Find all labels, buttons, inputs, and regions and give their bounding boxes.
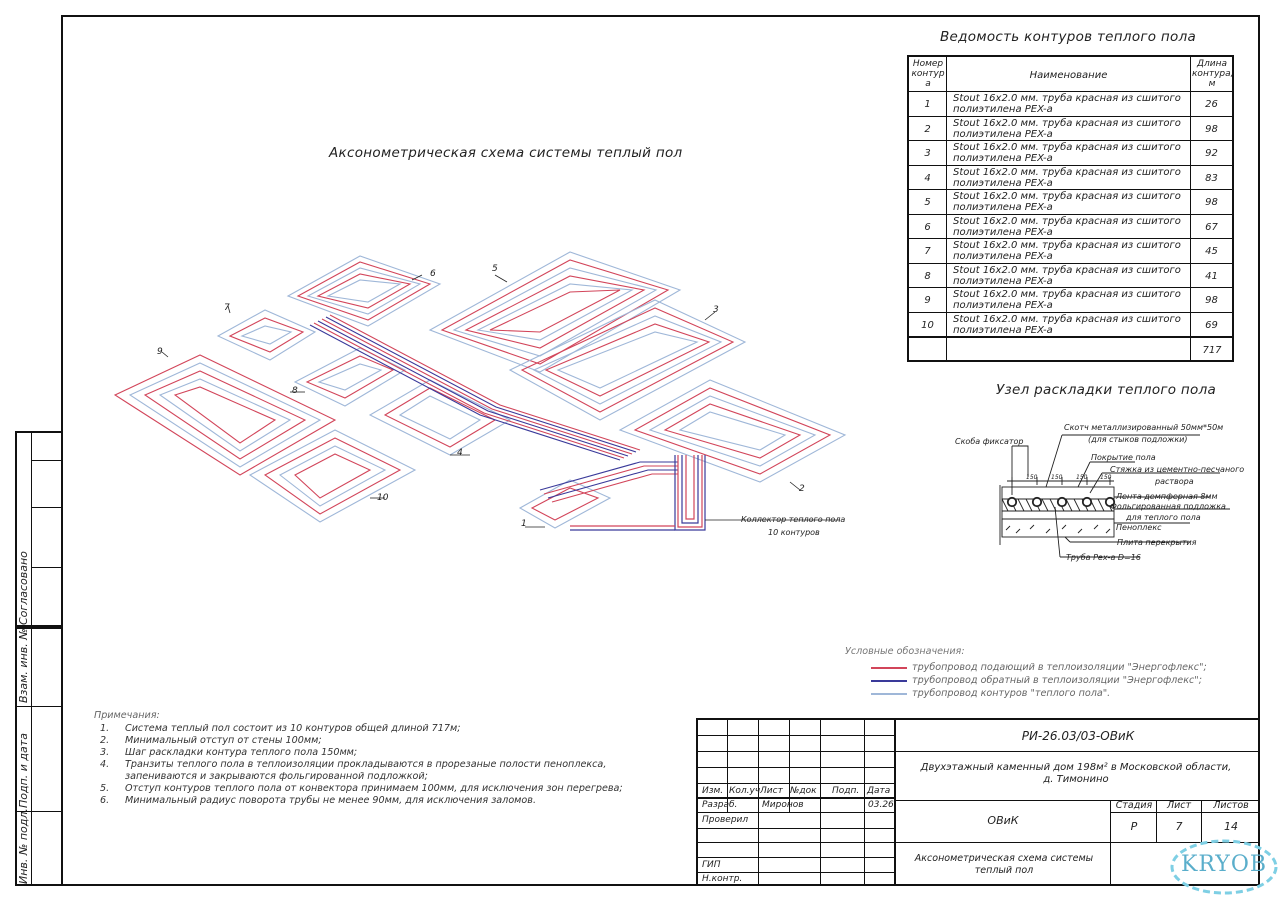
sheet-value: 7 bbox=[1175, 820, 1183, 833]
node-folga-2: для теплого пола bbox=[1126, 513, 1201, 522]
table-cell-length: 92 bbox=[1205, 148, 1218, 159]
contour-label-10: 10 bbox=[377, 493, 389, 503]
contour-8-loop bbox=[295, 348, 405, 406]
contour-label-6: 6 bbox=[430, 269, 436, 279]
contour-9-loop bbox=[115, 355, 335, 475]
table-cell-num: 10 bbox=[921, 319, 934, 331]
note-number: 3. bbox=[100, 747, 110, 758]
node-title: Узел раскладки теплого пола bbox=[996, 382, 1217, 398]
note-number: 1. bbox=[100, 723, 110, 734]
legend-item-label: трубопровод обратный в теплоизоляции "Энергофлекс"; bbox=[912, 675, 1202, 686]
table-row-divider bbox=[909, 140, 1232, 141]
table-cell-name: Stout 16x2.0 мм. труба красная из сшитого полиэтилена PEX-a bbox=[953, 142, 1181, 164]
contour-3-loop bbox=[510, 300, 745, 420]
node-truba: Труба Pex-a D=16 bbox=[1066, 553, 1141, 562]
watermark-logo bbox=[1170, 838, 1278, 896]
contour-6-loop bbox=[288, 256, 440, 326]
section-name: ОВиК bbox=[987, 814, 1019, 827]
node-scotch-2: (для стыков подложки) bbox=[1088, 435, 1188, 444]
table-total: 717 bbox=[1202, 345, 1222, 356]
note-text: Отступ контуров теплого пола от конвектора принимаем 100мм, для исключения зон перегрева; bbox=[125, 783, 623, 794]
table-cell-num: 7 bbox=[924, 246, 931, 257]
contour-label-8: 8 bbox=[292, 386, 298, 396]
table-cell-length: 98 bbox=[1205, 197, 1218, 208]
table-cell-num: 6 bbox=[924, 221, 931, 233]
contour-label-9: 9 bbox=[157, 347, 163, 357]
table-cell-num: 4 bbox=[924, 172, 931, 184]
inv-podl-label: Инв. № подл. bbox=[17, 808, 30, 884]
node-pokrytie: Покрытие пола bbox=[1091, 453, 1156, 462]
hdr-list: Лист bbox=[760, 786, 783, 796]
table-row-divider bbox=[909, 165, 1232, 166]
node-styazhka: Стяжка из цементно-песчаного bbox=[1110, 465, 1245, 474]
axonometric-diagram bbox=[100, 230, 880, 560]
stage-value: Р bbox=[1130, 820, 1138, 833]
role-proveril: Проверил bbox=[702, 815, 749, 825]
table-cell-length: 83 bbox=[1205, 172, 1218, 184]
table-row-divider bbox=[909, 312, 1232, 313]
node-dim-3: 150 bbox=[1076, 474, 1088, 481]
contours-table bbox=[907, 55, 1234, 362]
hdr-izm: Изм. bbox=[702, 786, 724, 796]
header-name: Наименование bbox=[1029, 70, 1108, 81]
collector-label: Коллектор теплого пола bbox=[741, 515, 846, 524]
legend-title: Условные обозначения: bbox=[845, 646, 965, 657]
header-num: Номер контур а bbox=[911, 59, 945, 89]
transit-pipes bbox=[310, 315, 678, 502]
contour-1-loop bbox=[520, 480, 610, 528]
watermark-text: KRYOB bbox=[1180, 852, 1268, 877]
table-cell-length: 67 bbox=[1205, 221, 1218, 233]
node-scotch: Скотч металлизированный 50мм*50м bbox=[1064, 423, 1224, 432]
object-name: Двухэтажный каменный дом 198м² в Московской области, д. Тимонино bbox=[920, 762, 1232, 785]
contour-label-4: 4 bbox=[457, 448, 463, 458]
contour-7-loop bbox=[218, 310, 315, 360]
table-cell-name: Stout 16x2.0 мм. труба красная из сшитого полиэтилена PEX-a bbox=[953, 289, 1181, 311]
collector-box bbox=[570, 455, 705, 530]
table-cell-length: 98 bbox=[1205, 295, 1218, 306]
table-cell-name: Stout 16x2.0 мм. труба красная из сшитого полиэтилена PEX-a bbox=[953, 215, 1181, 238]
vzam-inv-label: Взам. инв. № bbox=[17, 628, 30, 703]
table-cell-length: 98 bbox=[1205, 123, 1218, 135]
contour-label-2: 2 bbox=[799, 484, 805, 494]
legend-swatch bbox=[871, 667, 907, 669]
schema-title: Аксонометрическая схема системы теплый пол bbox=[329, 145, 683, 161]
table-cell-num: 1 bbox=[924, 99, 931, 110]
table-cell-num: 8 bbox=[924, 270, 931, 282]
note-number: 4. bbox=[100, 759, 110, 770]
contour-label-1: 1 bbox=[521, 519, 527, 529]
table-cell-num: 3 bbox=[924, 148, 931, 159]
table-cell-name: Stout 16x2.0 мм. труба красная из сшитого полиэтилена PEX-a bbox=[953, 313, 1181, 336]
table-cell-length: 69 bbox=[1205, 319, 1218, 331]
hdr-ndok: №док bbox=[790, 786, 817, 796]
node-dim-1: 150 bbox=[1026, 474, 1038, 481]
node-lenta: Лента демпферная 8мм bbox=[1116, 492, 1218, 501]
contour-5-loop bbox=[430, 252, 680, 372]
node-dim-2: 150 bbox=[1051, 474, 1063, 481]
sheets-header: Листов bbox=[1213, 800, 1249, 811]
contour-label-3: 3 bbox=[713, 305, 719, 315]
note-text: запениваются и закрываются фольгированной подложкой; bbox=[125, 771, 428, 782]
table-cell-length: 41 bbox=[1205, 270, 1218, 282]
table-cell-num: 9 bbox=[924, 295, 931, 306]
role-nkontr: Н.контр. bbox=[702, 874, 743, 884]
table-row-divider bbox=[909, 238, 1232, 239]
author-date: 03.26 bbox=[868, 800, 894, 810]
table-cell-name: Stout 16x2.0 мм. труба красная из сшитого полиэтилена PEX-a bbox=[953, 191, 1181, 213]
node-penopleks: Пеноплекс bbox=[1116, 523, 1162, 532]
doc-code: РИ-26.03/03-ОВиК bbox=[1021, 729, 1135, 743]
notes-title: Примечания: bbox=[94, 710, 160, 721]
node-dim-4: 150 bbox=[1100, 474, 1112, 481]
table-row-divider bbox=[909, 287, 1232, 288]
table-cell-name: Stout 16x2.0 мм. труба красная из сшитого полиэтилена PEX-a bbox=[953, 166, 1181, 189]
contour-label-5: 5 bbox=[492, 264, 498, 274]
hdr-kolu: Кол.уч bbox=[729, 786, 761, 796]
node-plita: Плита перекрытия bbox=[1117, 538, 1197, 547]
note-number: 5. bbox=[100, 783, 110, 794]
note-number: 6. bbox=[100, 795, 110, 806]
author-name: Миронов bbox=[762, 800, 804, 810]
collector-count: 10 контуров bbox=[768, 528, 820, 537]
table-row-divider bbox=[909, 116, 1232, 117]
header-length: Длина контура, м bbox=[1192, 59, 1234, 89]
role-gip: ГИП bbox=[702, 860, 721, 870]
table-cell-length: 26 bbox=[1205, 99, 1218, 110]
node-folga: Фольгированная подложка bbox=[1110, 502, 1226, 511]
sheets-value: 14 bbox=[1224, 820, 1238, 833]
table-cell-name: Stout 16x2.0 мм. труба красная из сшитого полиэтилена PEX-a bbox=[953, 240, 1181, 262]
note-number: 2. bbox=[100, 735, 110, 746]
note-text: Минимальный радиус поворота трубы не менее 90мм, для исключения заломов. bbox=[125, 795, 536, 806]
table-row-divider bbox=[909, 263, 1232, 264]
hdr-data: Дата bbox=[867, 786, 891, 796]
hdr-podp: Подп. bbox=[832, 786, 860, 796]
table-cell-name: Stout 16x2.0 мм. труба красная из сшитого полиэтилена PEX-a bbox=[953, 264, 1181, 287]
sheet-title: Аксонометрическая схема системы теплый пол bbox=[914, 853, 1094, 876]
stage-header: Стадия bbox=[1115, 800, 1153, 811]
sheet-header: Лист bbox=[1166, 800, 1192, 811]
table-cell-name: Stout 16x2.0 мм. труба красная из сшитого полиэтилена PEX-a bbox=[953, 93, 1181, 115]
table-title: Ведомость контуров теплого пола bbox=[940, 29, 1197, 45]
table-row-divider bbox=[909, 214, 1232, 215]
contour-10-loop bbox=[250, 430, 415, 522]
node-styazhka-2: раствора bbox=[1155, 477, 1194, 486]
legend-item-label: трубопровод контуров "теплого пола". bbox=[912, 688, 1111, 699]
table-cell-name: Stout 16x2.0 мм. труба красная из сшитого полиэтилена PEX-a bbox=[953, 117, 1181, 140]
table-cell-num: 5 bbox=[924, 197, 931, 208]
soglasovano-label: Согласовано bbox=[17, 551, 30, 625]
note-text: Система теплый пол состоит из 10 контуров общей длиной 717м; bbox=[125, 723, 461, 734]
contour-2-loop bbox=[620, 380, 845, 482]
contour-label-7: 7 bbox=[224, 303, 230, 313]
table-row-divider bbox=[909, 189, 1232, 190]
node-skoba: Скоба фиксатор bbox=[955, 437, 1024, 446]
note-text: Минимальный отступ от стены 100мм; bbox=[125, 735, 322, 746]
legend-swatch bbox=[871, 680, 907, 682]
role-razrab: Разраб. bbox=[702, 800, 738, 810]
table-cell-num: 2 bbox=[924, 123, 931, 135]
legend-item-label: трубопровод подающий в теплоизоляции "Энергофлекс"; bbox=[912, 662, 1207, 673]
podp-data-label: Подп. и дата bbox=[17, 733, 30, 808]
note-text: Шаг раскладки контура теплого пола 150мм; bbox=[125, 747, 358, 758]
legend-swatch bbox=[871, 693, 907, 695]
table-cell-length: 45 bbox=[1205, 246, 1218, 257]
note-text: Транзиты теплого пола в теплоизоляции прокладываются в прорезаные полости пеноплекса, bbox=[125, 759, 607, 770]
